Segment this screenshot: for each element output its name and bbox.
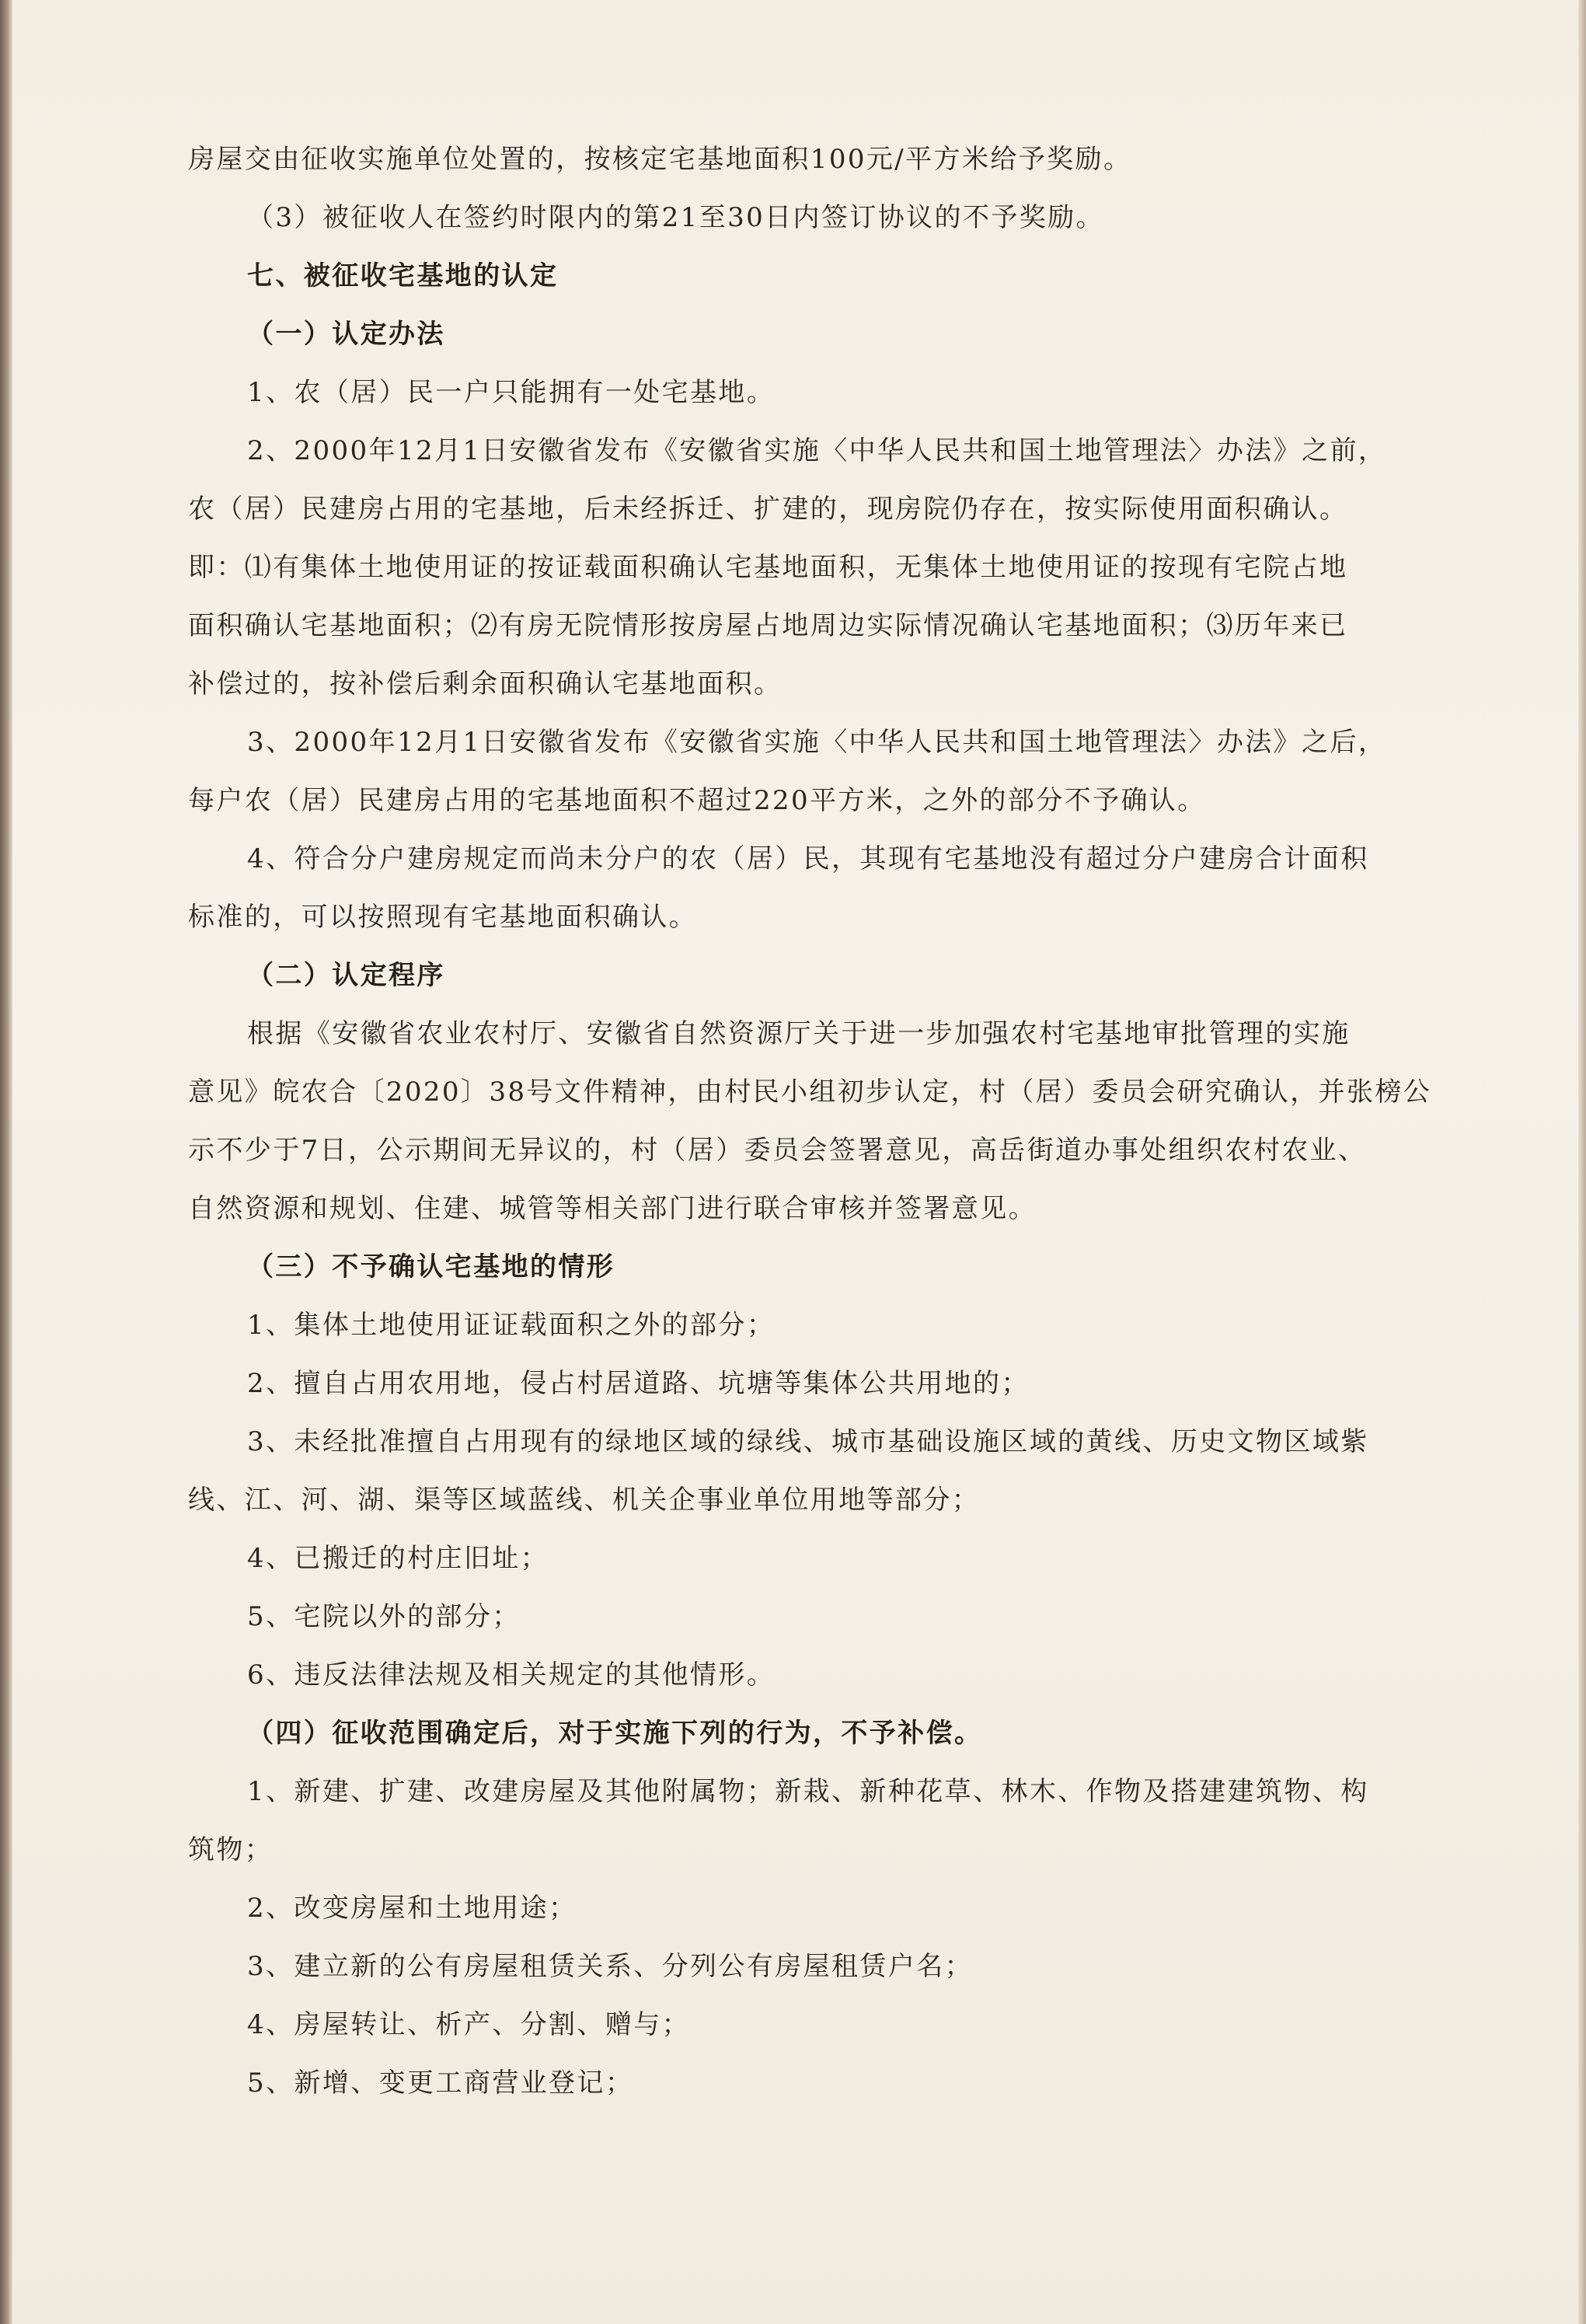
list-item: 3、2000年12月1日安徽省发布《安徽省实施〈中华人民共和国土地管理法〉办法》之后， <box>247 727 1387 758</box>
list-item: 4、房屋转让、析产、分割、赠与； <box>247 2009 691 2040</box>
text-line: 筑物； <box>188 1834 274 1865</box>
list-item: 5、宅院以外的部分； <box>247 1601 521 1632</box>
document-body <box>188 131 1431 2113</box>
page-right-edge <box>1578 0 1586 2324</box>
text-line: 自然资源和规划、住建、城管等相关部门进行联合审核并签署意见。 <box>188 1193 1037 1224</box>
list-item: 3、建立新的公有房屋租赁关系、分列公有房屋租赁户名； <box>247 1951 974 1982</box>
subsection-heading: （四）征收范围确定后，对于实施下列的行为，不予补偿。 <box>247 1718 983 1749</box>
list-item: 1、集体土地使用证证载面积之外的部分； <box>247 1310 776 1341</box>
text-line: 补偿过的，按补偿后剩余面积确认宅基地面积。 <box>188 668 783 700</box>
subsection-heading: （三）不予确认宅基地的情形 <box>247 1251 615 1282</box>
subsection-heading: （二）认定程序 <box>247 960 445 991</box>
text-line: 示不少于7日，公示期间无异议的，村（居）委员会签署意见，高岳街道办事处组织农村农业、 <box>188 1135 1367 1166</box>
subsection-heading: （一）认定办法 <box>247 319 445 350</box>
text-line: 线、江、河、湖、渠等区域蓝线、机关企事业单位用地等部分； <box>188 1485 981 1516</box>
text-line: 房屋交由征收实施单位处置的，按核定宅基地面积100元/平方米给予奖励。 <box>188 144 1132 175</box>
list-item: 2、擅自占用农用地，侵占村居道路、坑塘等集体公共用地的； <box>247 1368 1030 1399</box>
text-line: （3）被征收人在签约时限内的第21至30日内签订协议的不予奖励。 <box>247 202 1104 233</box>
paragraph-line: 根据《安徽省农业农村厅、安徽省自然资源厅关于进一步加强农村宅基地审批管理的实施 <box>247 1018 1351 1049</box>
text-line: 即：⑴有集体土地使用证的按证载面积确认宅基地面积，无集体土地使用证的按现有宅院占地 <box>188 552 1348 583</box>
list-item: 4、符合分户建房规定而尚未分户的农（居）民，其现有宅基地没有超过分户建房合计面积 <box>247 843 1369 874</box>
list-item: 1、新建、扩建、改建房屋及其他附属物；新栽、新种花草、林木、作物及搭建建筑物、构 <box>247 1776 1369 1807</box>
list-item: 5、新增、变更工商营业登记； <box>247 2068 634 2099</box>
list-item: 4、已搬迁的村庄旧址； <box>247 1543 549 1574</box>
list-item: 2、改变房屋和土地用途； <box>247 1893 577 1924</box>
list-item: 3、未经批准擅自占用现有的绿地区域的绿线、城市基础设施区域的黄线、历史文物区域紫 <box>247 1426 1369 1457</box>
list-item: 6、违反法律法规及相关规定的其他情形。 <box>247 1659 776 1691</box>
section-heading: 七、被征收宅基地的认定 <box>247 260 559 291</box>
text-line: 面积确认宅基地面积；⑵有房无院情形按房屋占地周边实际情况确认宅基地面积；⑶历年来已 <box>188 610 1348 641</box>
text-line: 每户农（居）民建房占用的宅基地面积不超过220平方米，之外的部分不予确认。 <box>188 785 1206 816</box>
text-line: 标准的，可以按照现有宅基地面积确认。 <box>188 902 698 933</box>
text-line: 意见》皖农合〔2020〕38号文件精神，由村民小组初步认定，村（居）委员会研究确认，并张榜公 <box>188 1077 1432 1108</box>
page-left-shadow <box>0 0 12 2324</box>
text-line: 农（居）民建房占用的宅基地，后未经拆迁、扩建的，现房院仍存在，按实际使用面积确认。 <box>188 494 1348 525</box>
list-item: 1、农（居）民一户只能拥有一处宅基地。 <box>247 377 776 408</box>
list-item: 2、2000年12月1日安徽省发布《安徽省实施〈中华人民共和国土地管理法〉办法》之前， <box>247 435 1387 466</box>
